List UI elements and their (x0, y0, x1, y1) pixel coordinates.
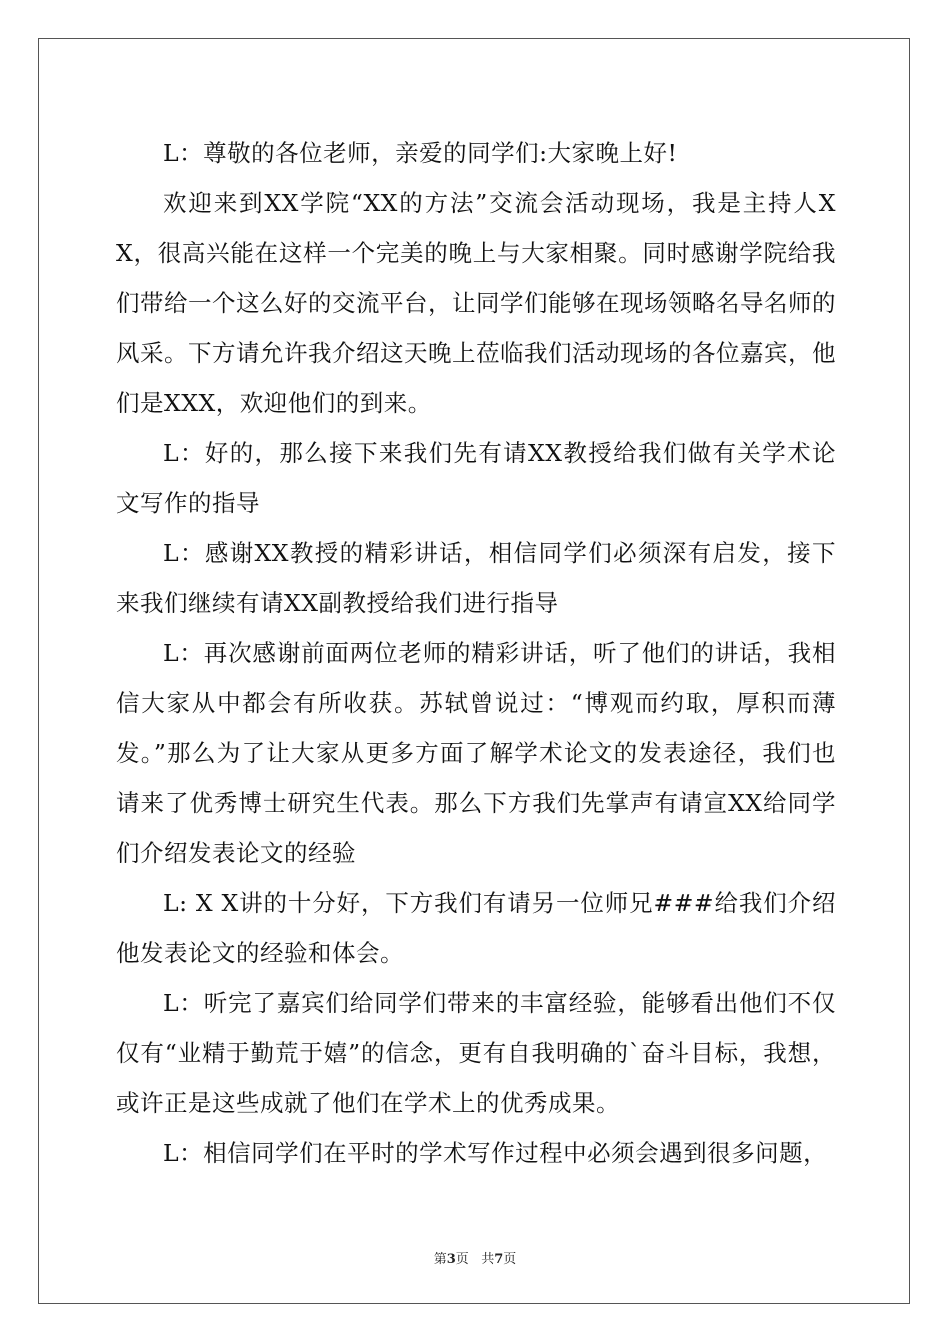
page-number: 第3页 (433, 1252, 469, 1267)
paragraph-8: L：相信同学们在平时的学术写作过程中必须会遇到很多问题， (163, 1139, 828, 1167)
document-body (116, 128, 836, 1178)
paragraph-4: L：感谢XX教授的精彩讲话，相信同学们必须深有启发，接下来我们继续有请XX副教授给我们进行指导 (116, 539, 836, 617)
page-footer (0, 1248, 950, 1267)
paragraph-1: L：尊敬的各位老师，亲爱的同学们:大家晚上好! (163, 139, 678, 167)
paragraph-3: L：好的，那么接下来我们先有请XX教授给我们做有关学术论文写作的指导 (116, 439, 836, 517)
paragraph-5: L：再次感谢前面两位老师的精彩讲话，听了他们的讲话，我相信大家从中都会有所收获。苏轼曾说过：“博观而约取，厚积而薄发。”那么为了让大家从更多方面了解学术论文的发表途径，我们也请来了优秀博士研究生代表。那么下方我们先掌声有请宣XX给同学们介绍发表论文的经验 (116, 639, 836, 867)
total-pages: 共7页 (481, 1252, 517, 1267)
paragraph-7: L：听完了嘉宾们给同学们带来的丰富经验，能够看出他们不仅仅有“业精于勤荒于嬉”的信念，更有自我明确的`奋斗目标，我想，或许正是这些成就了他们在学术上的优秀成果。 (116, 989, 836, 1117)
paragraph-2: 欢迎来到XX学院“XX的方法”交流会活动现场，我是主持人XX，很高兴能在这样一个完美的晚上与大家相聚。同时感谢学院给我们带给一个这么好的交流平台，让同学们能够在现场领略名导名师的风采。下方请允许我介绍这天晚上莅临我们活动现场的各位嘉宾，他们是XXX，欢迎他们的到来。 (116, 189, 836, 417)
paragraph-6: L: X X讲的十分好，下方我们有请另一位师兄###给我们介绍他发表论文的经验和体会。 (116, 889, 836, 967)
